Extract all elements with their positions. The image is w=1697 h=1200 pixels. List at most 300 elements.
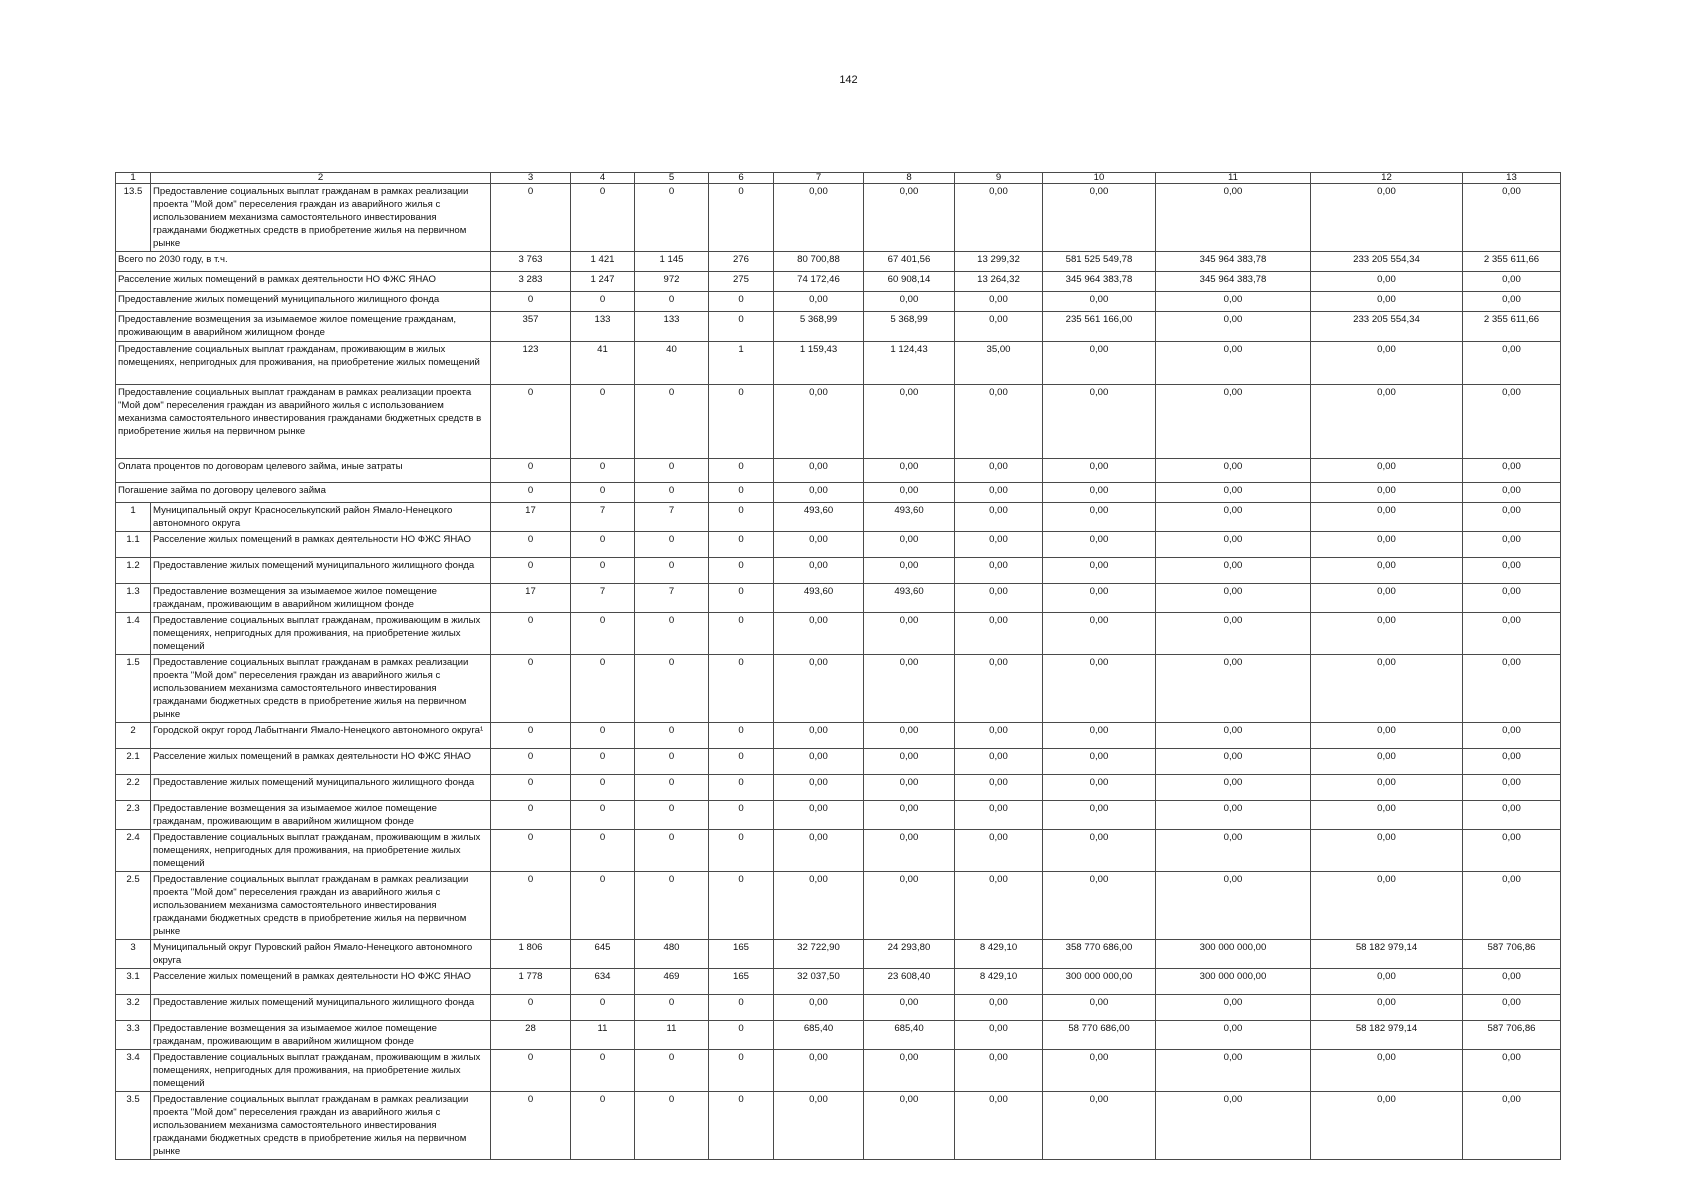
value-cell: 35,00 [955,342,1043,385]
value-cell: 0 [635,459,709,483]
column-number: 1 [116,173,151,184]
row-name: Городской округ город Лабытнанги Ямало-Ненецкого автономного округа¹ [151,723,491,749]
value-cell: 0,00 [1156,995,1311,1021]
column-number: 8 [864,173,955,184]
value-cell: 235 561 166,00 [1043,312,1156,342]
value-cell: 0,00 [1043,532,1156,558]
value-cell: 0,00 [774,1092,864,1160]
value-cell: 0,00 [774,830,864,872]
value-cell: 0 [571,830,635,872]
value-cell: 1 [709,342,774,385]
table-row [116,655,1561,723]
value-cell: 0 [571,459,635,483]
value-cell: 0,00 [1311,1092,1463,1160]
value-cell: 0,00 [955,558,1043,584]
value-cell: 0,00 [1043,995,1156,1021]
value-cell: 0,00 [1156,584,1311,613]
value-cell: 0,00 [864,749,955,775]
value-cell: 0 [491,723,571,749]
value-cell: 0,00 [864,1050,955,1092]
value-cell: 24 293,80 [864,940,955,969]
value-cell: 233 205 554,34 [1311,312,1463,342]
value-cell: 0,00 [864,459,955,483]
value-cell: 0 [491,872,571,940]
value-cell: 645 [571,940,635,969]
value-cell: 0,00 [1311,558,1463,584]
value-cell: 17 [491,584,571,613]
value-cell: 0,00 [864,872,955,940]
value-cell: 8 429,10 [955,940,1043,969]
value-cell: 345 964 383,78 [1043,272,1156,292]
table-row [116,584,1561,613]
value-cell: 0,00 [1311,969,1463,995]
row-name: Предоставление социальных выплат гражданам в рамках реализации проекта "Мой дом" переселения граждан из аварийного жилья с использованием механизма самостоятельного инвестирования гражданами бюджетных средств в приобретение жилья на первичном рынке [151,655,491,723]
value-cell: 0,00 [955,312,1043,342]
table-row [116,252,1561,272]
value-cell: 13 299,32 [955,252,1043,272]
value-cell: 0,00 [864,385,955,459]
value-cell: 972 [635,272,709,292]
value-cell: 0,00 [1156,1021,1311,1050]
value-cell: 0 [571,1092,635,1160]
table-row [116,503,1561,532]
row-name: Предоставление социальных выплат гражданам, проживающим в жилых помещениях, непригодных для проживания, на приобретение жилых помещений [151,1050,491,1092]
value-cell: 0,00 [864,995,955,1021]
value-cell: 40 [635,342,709,385]
value-cell: 0,00 [1043,872,1156,940]
value-cell: 0,00 [1463,342,1561,385]
value-cell: 0,00 [774,1050,864,1092]
table-row [116,613,1561,655]
value-cell: 493,60 [864,584,955,613]
value-cell: 67 401,56 [864,252,955,272]
value-cell: 0,00 [955,184,1043,252]
column-number-row [116,173,1561,184]
value-cell: 3 283 [491,272,571,292]
value-cell: 0,00 [955,749,1043,775]
row-name: Погашение займа по договору целевого займа [116,483,491,503]
value-cell: 0,00 [1311,1050,1463,1092]
value-cell: 0 [635,292,709,312]
value-cell: 1 806 [491,940,571,969]
row-name: Предоставление социальных выплат гражданам в рамках реализации проекта "Мой дом" переселения граждан из аварийного жилья с использованием механизма самостоятельного инвестирования гражданами бюджетных средств в приобретение жилья на первичном рынке [151,184,491,252]
value-cell: 0,00 [1156,558,1311,584]
value-cell: 0,00 [774,749,864,775]
row-name: Расселение жилых помещений в рамках деятельности НО ФЖС ЯНАО [151,532,491,558]
row-name: Предоставление возмещения за изымаемое жилое помещение гражданам, проживающим в аварийном жилищном фонде [151,801,491,830]
value-cell: 0,00 [1463,385,1561,459]
value-cell: 0 [571,613,635,655]
table-row [116,272,1561,292]
column-number: 11 [1156,173,1311,184]
value-cell: 0,00 [955,830,1043,872]
row-name: Предоставление жилых помещений муниципального жилищного фонда [151,558,491,584]
value-cell: 0,00 [1463,801,1561,830]
value-cell: 0,00 [1463,459,1561,483]
table-body [116,173,1561,1160]
value-cell: 0 [491,749,571,775]
value-cell: 0,00 [1311,830,1463,872]
value-cell: 7 [571,584,635,613]
value-cell: 58 182 979,14 [1311,1021,1463,1050]
value-cell: 493,60 [864,503,955,532]
value-cell: 0,00 [864,184,955,252]
value-cell: 0,00 [1311,584,1463,613]
row-number: 2 [116,723,151,749]
value-cell: 0,00 [955,872,1043,940]
value-cell: 0 [709,503,774,532]
value-cell: 345 964 383,78 [1156,252,1311,272]
table-row [116,483,1561,503]
value-cell: 0 [491,459,571,483]
value-cell: 0,00 [1156,184,1311,252]
value-cell: 0,00 [864,1092,955,1160]
value-cell: 0 [709,775,774,801]
row-number: 3.4 [116,1050,151,1092]
table-row [116,1050,1561,1092]
value-cell: 0,00 [864,830,955,872]
value-cell: 0,00 [864,558,955,584]
page-number: 142 [839,74,858,86]
value-cell: 0 [491,292,571,312]
value-cell: 0 [571,483,635,503]
table-row [116,995,1561,1021]
value-cell: 0,00 [1311,801,1463,830]
value-cell: 0,00 [955,655,1043,723]
value-cell: 345 964 383,78 [1156,272,1311,292]
value-cell: 1 159,43 [774,342,864,385]
value-cell: 0 [571,723,635,749]
row-number: 2.3 [116,801,151,830]
value-cell: 0,00 [1043,1092,1156,1160]
table-row [116,385,1561,459]
value-cell: 0,00 [1463,584,1561,613]
value-cell: 0,00 [1043,483,1156,503]
column-number: 13 [1463,173,1561,184]
value-cell: 0,00 [955,1050,1043,1092]
value-cell: 0 [635,775,709,801]
value-cell: 11 [571,1021,635,1050]
value-cell: 13 264,32 [955,272,1043,292]
table-row [116,940,1561,969]
value-cell: 0,00 [1463,292,1561,312]
value-cell: 0,00 [1463,655,1561,723]
value-cell: 165 [709,969,774,995]
value-cell: 0,00 [1311,385,1463,459]
row-number: 2.1 [116,749,151,775]
row-number: 3 [116,940,151,969]
row-name: Муниципальный округ Красноселькупский район Ямало-Ненецкого автономного округа [151,503,491,532]
value-cell: 0,00 [864,532,955,558]
table-row [116,969,1561,995]
value-cell: 7 [571,503,635,532]
value-cell: 58 770 686,00 [1043,1021,1156,1050]
value-cell: 685,40 [864,1021,955,1050]
value-cell: 0,00 [1156,723,1311,749]
value-cell: 480 [635,940,709,969]
value-cell: 0,00 [1463,184,1561,252]
value-cell: 0,00 [774,532,864,558]
value-cell: 0,00 [1043,459,1156,483]
value-cell: 0,00 [1311,613,1463,655]
row-number: 2.4 [116,830,151,872]
row-number: 3.5 [116,1092,151,1160]
value-cell: 587 706,86 [1463,940,1561,969]
value-cell: 0,00 [774,995,864,1021]
table-row [116,558,1561,584]
value-cell: 3 763 [491,252,571,272]
data-table-container [115,172,1561,1160]
value-cell: 300 000 000,00 [1156,969,1311,995]
row-number: 1.2 [116,558,151,584]
value-cell: 358 770 686,00 [1043,940,1156,969]
row-name: Расселение жилых помещений в рамках деятельности НО ФЖС ЯНАО [151,969,491,995]
value-cell: 0,00 [1311,459,1463,483]
value-cell: 0 [635,749,709,775]
value-cell: 0,00 [774,292,864,312]
value-cell: 0,00 [1311,292,1463,312]
value-cell: 581 525 549,78 [1043,252,1156,272]
value-cell: 0,00 [864,483,955,503]
value-cell: 275 [709,272,774,292]
value-cell: 0,00 [864,292,955,312]
value-cell: 133 [571,312,635,342]
table-row [116,459,1561,483]
value-cell: 0 [491,775,571,801]
value-cell: 0 [491,1050,571,1092]
value-cell: 0,00 [1463,1050,1561,1092]
value-cell: 7 [635,584,709,613]
table-row [116,292,1561,312]
value-cell: 0,00 [1156,459,1311,483]
column-number: 7 [774,173,864,184]
value-cell: 0,00 [1156,385,1311,459]
column-number: 12 [1311,173,1463,184]
row-name: Предоставление социальных выплат гражданам в рамках реализации проекта "Мой дом" переселения граждан из аварийного жилья с использованием механизма самостоятельного инвестирования гражданами бюджетных средств в приобретение жилья на первичном рынке [151,872,491,940]
value-cell: 1 421 [571,252,635,272]
value-cell: 0,00 [774,558,864,584]
value-cell: 0,00 [1463,830,1561,872]
value-cell: 0,00 [1043,558,1156,584]
value-cell: 0 [709,655,774,723]
value-cell: 0 [491,1092,571,1160]
value-cell: 0,00 [955,532,1043,558]
value-cell: 0 [635,655,709,723]
value-cell: 493,60 [774,503,864,532]
value-cell: 0,00 [1463,532,1561,558]
value-cell: 0,00 [955,503,1043,532]
value-cell: 0 [571,1050,635,1092]
value-cell: 0 [709,995,774,1021]
value-cell: 80 700,88 [774,252,864,272]
value-cell: 0,00 [774,184,864,252]
value-cell: 0,00 [1463,483,1561,503]
value-cell: 0 [635,801,709,830]
column-number: 4 [571,173,635,184]
value-cell: 32 037,50 [774,969,864,995]
column-number: 2 [151,173,491,184]
row-number: 2.5 [116,872,151,940]
value-cell: 0,00 [1156,532,1311,558]
value-cell: 0,00 [1043,801,1156,830]
value-cell: 0 [709,872,774,940]
row-name: Предоставление социальных выплат гражданам, проживающим в жилых помещениях, непригодных для проживания, на приобретение жилых помещений [151,613,491,655]
value-cell: 0 [571,749,635,775]
value-cell: 28 [491,1021,571,1050]
value-cell: 0,00 [1311,995,1463,1021]
value-cell: 58 182 979,14 [1311,940,1463,969]
value-cell: 0 [571,558,635,584]
column-number: 3 [491,173,571,184]
column-number: 6 [709,173,774,184]
value-cell: 0,00 [955,775,1043,801]
value-cell: 0,00 [774,801,864,830]
value-cell: 0,00 [774,613,864,655]
value-cell: 5 368,99 [864,312,955,342]
value-cell: 0,00 [1043,503,1156,532]
value-cell: 0 [635,723,709,749]
value-cell: 0 [709,1092,774,1160]
value-cell: 2 355 611,66 [1463,312,1561,342]
row-name: Предоставление возмещения за изымаемое жилое помещение гражданам, проживающим в аварийном жилищном фонде [151,584,491,613]
value-cell: 0 [571,385,635,459]
value-cell: 0,00 [1156,655,1311,723]
value-cell: 0,00 [1463,1092,1561,1160]
row-name: Предоставление жилых помещений муниципального жилищного фонда [151,995,491,1021]
value-cell: 0 [635,483,709,503]
row-name: Расселение жилых помещений в рамках деятельности НО ФЖС ЯНАО [116,272,491,292]
value-cell: 0,00 [1463,723,1561,749]
value-cell: 0,00 [774,775,864,801]
value-cell: 469 [635,969,709,995]
value-cell: 0 [709,613,774,655]
row-name: Всего по 2030 году, в т.ч. [116,252,491,272]
value-cell: 300 000 000,00 [1043,969,1156,995]
value-cell: 0 [571,775,635,801]
value-cell: 0,00 [955,584,1043,613]
value-cell: 0 [571,801,635,830]
value-cell: 0,00 [1311,872,1463,940]
value-cell: 0,00 [1311,503,1463,532]
table-row [116,872,1561,940]
value-cell: 0,00 [774,385,864,459]
value-cell: 0 [491,613,571,655]
value-cell: 2 355 611,66 [1463,252,1561,272]
value-cell: 0,00 [1156,292,1311,312]
value-cell: 0,00 [864,613,955,655]
value-cell: 0,00 [1311,655,1463,723]
value-cell: 0,00 [955,613,1043,655]
value-cell: 0,00 [864,655,955,723]
table-row [116,312,1561,342]
value-cell: 0,00 [1043,723,1156,749]
value-cell: 0,00 [1156,749,1311,775]
value-cell: 0,00 [955,292,1043,312]
value-cell: 1 124,43 [864,342,955,385]
value-cell: 0,00 [955,385,1043,459]
value-cell: 0,00 [1463,613,1561,655]
value-cell: 7 [635,503,709,532]
value-cell: 0,00 [955,483,1043,503]
value-cell: 165 [709,940,774,969]
value-cell: 0 [491,801,571,830]
row-number: 13.5 [116,184,151,252]
value-cell: 0 [709,1050,774,1092]
row-number: 3.1 [116,969,151,995]
value-cell: 0,00 [955,801,1043,830]
table-row [116,749,1561,775]
table-row [116,342,1561,385]
value-cell: 8 429,10 [955,969,1043,995]
value-cell: 0,00 [1156,830,1311,872]
value-cell: 0,00 [1311,532,1463,558]
value-cell: 634 [571,969,635,995]
value-cell: 0 [635,1050,709,1092]
value-cell: 0,00 [774,655,864,723]
value-cell: 0,00 [1156,775,1311,801]
value-cell: 23 608,40 [864,969,955,995]
value-cell: 0,00 [1043,830,1156,872]
row-number: 1.1 [116,532,151,558]
value-cell: 1 247 [571,272,635,292]
data-table [115,172,1561,1160]
row-name: Муниципальный округ Пуровский район Ямало-Ненецкого автономного округа [151,940,491,969]
value-cell: 0,00 [1043,1050,1156,1092]
value-cell: 300 000 000,00 [1156,940,1311,969]
value-cell: 357 [491,312,571,342]
value-cell: 0,00 [774,723,864,749]
value-cell: 0,00 [1043,584,1156,613]
value-cell: 0,00 [1463,775,1561,801]
value-cell: 0,00 [1156,801,1311,830]
value-cell: 0,00 [1156,613,1311,655]
value-cell: 0,00 [1463,272,1561,292]
value-cell: 0 [491,385,571,459]
value-cell: 0 [571,292,635,312]
table-row [116,532,1561,558]
row-name: Предоставление возмещения за изымаемое жилое помещение гражданам, проживающим в аварийном жилищном фонде [116,312,491,342]
value-cell: 0,00 [955,459,1043,483]
table-row [116,1021,1561,1050]
value-cell: 0 [635,613,709,655]
value-cell: 0,00 [1043,342,1156,385]
value-cell: 0 [571,655,635,723]
value-cell: 0 [709,801,774,830]
table-row [116,775,1561,801]
value-cell: 0 [635,830,709,872]
value-cell: 0 [709,483,774,503]
value-cell: 0 [709,584,774,613]
row-name: Предоставление социальных выплат гражданам, проживающим в жилых помещениях, непригодных для проживания, на приобретение жилых помещений [116,342,491,385]
value-cell: 0,00 [1463,995,1561,1021]
value-cell: 493,60 [774,584,864,613]
value-cell: 0,00 [1043,749,1156,775]
value-cell: 0,00 [1311,483,1463,503]
row-name: Предоставление жилых помещений муниципального жилищного фонда [116,292,491,312]
value-cell: 0,00 [1463,503,1561,532]
value-cell: 0,00 [1043,775,1156,801]
value-cell: 0 [571,184,635,252]
value-cell: 0 [709,532,774,558]
value-cell: 0,00 [1463,558,1561,584]
value-cell: 0 [709,749,774,775]
row-number: 3.3 [116,1021,151,1050]
value-cell: 276 [709,252,774,272]
value-cell: 0,00 [864,775,955,801]
value-cell: 0,00 [1311,184,1463,252]
value-cell: 0 [491,532,571,558]
table-row [116,830,1561,872]
